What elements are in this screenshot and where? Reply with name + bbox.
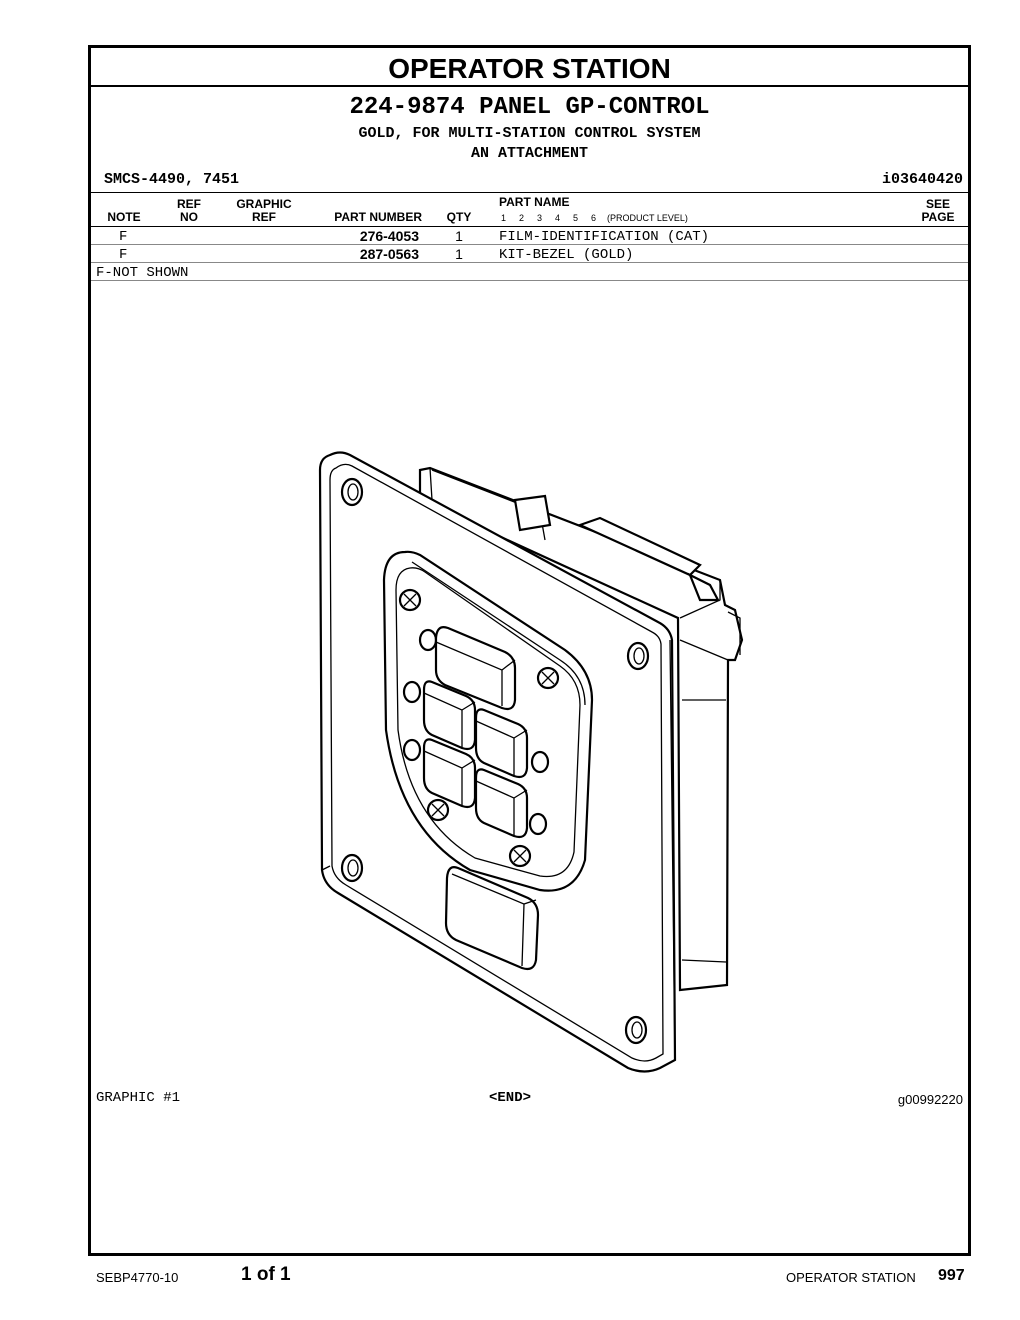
- row-1-qty: 1: [455, 228, 463, 244]
- product-level-1: 1: [501, 213, 507, 223]
- graphic-id: g00992220: [897, 1092, 963, 1107]
- row-2-part-number: 287-0563: [359, 246, 419, 262]
- footer-doc-number: SEBP4770-10: [96, 1270, 179, 1285]
- divider: [91, 226, 968, 227]
- footer-section: OPERATOR STATION: [786, 1270, 916, 1285]
- product-level-3: 3: [537, 213, 543, 223]
- row-2-note: F: [119, 247, 128, 263]
- end-marker: <END>: [489, 1090, 532, 1106]
- group-title: 224-9874 PANEL GP-CONTROL: [349, 94, 710, 121]
- info-id: i03640420: [881, 171, 963, 188]
- header-ref-no-1: REF: [177, 197, 201, 211]
- product-level-label: (PRODUCT LEVEL): [607, 213, 688, 223]
- header-see-page-2: PAGE: [921, 210, 955, 224]
- header-see-page-1: SEE: [925, 197, 950, 211]
- row-2-qty: 1: [455, 246, 463, 262]
- product-level-2: 2: [519, 213, 525, 223]
- table-footnote: F-NOT SHOWN: [96, 265, 189, 281]
- product-level-6: 6: [591, 213, 597, 223]
- smcs-code: SMCS-4490, 7451: [104, 171, 240, 188]
- row-2-part-name: KIT-BEZEL (GOLD): [499, 247, 634, 263]
- section-title: OPERATOR STATION: [91, 48, 968, 87]
- header-graphic-ref-1: GRAPHIC: [236, 197, 292, 211]
- header-note: NOTE: [107, 210, 141, 224]
- group-subtitle-2: AN ATTACHMENT: [470, 145, 589, 162]
- footer-page-number: 997: [938, 1267, 965, 1284]
- header-graphic-ref-2: REF: [252, 210, 276, 224]
- header-part-name: PART NAME: [499, 195, 570, 209]
- divider: [91, 280, 968, 281]
- graphic-label: GRAPHIC #1: [96, 1090, 181, 1106]
- row-1-part-number: 276-4053: [359, 228, 419, 244]
- control-panel-illustration: [300, 440, 760, 1080]
- header-ref-no-2: NO: [180, 210, 198, 224]
- group-subtitle-1: GOLD, FOR MULTI-STATION CONTROL SYSTEM: [358, 125, 701, 142]
- footer-page-of: 1 of 1: [241, 1264, 291, 1285]
- product-level-4: 4: [555, 213, 561, 223]
- divider: [91, 262, 968, 263]
- row-1-part-name: FILM-IDENTIFICATION (CAT): [499, 229, 710, 245]
- divider: [91, 192, 968, 193]
- row-1-note: F: [119, 229, 128, 245]
- header-qty: QTY: [446, 210, 472, 224]
- product-level-5: 5: [573, 213, 579, 223]
- divider: [91, 244, 968, 245]
- header-part-number: PART NUMBER: [334, 210, 422, 224]
